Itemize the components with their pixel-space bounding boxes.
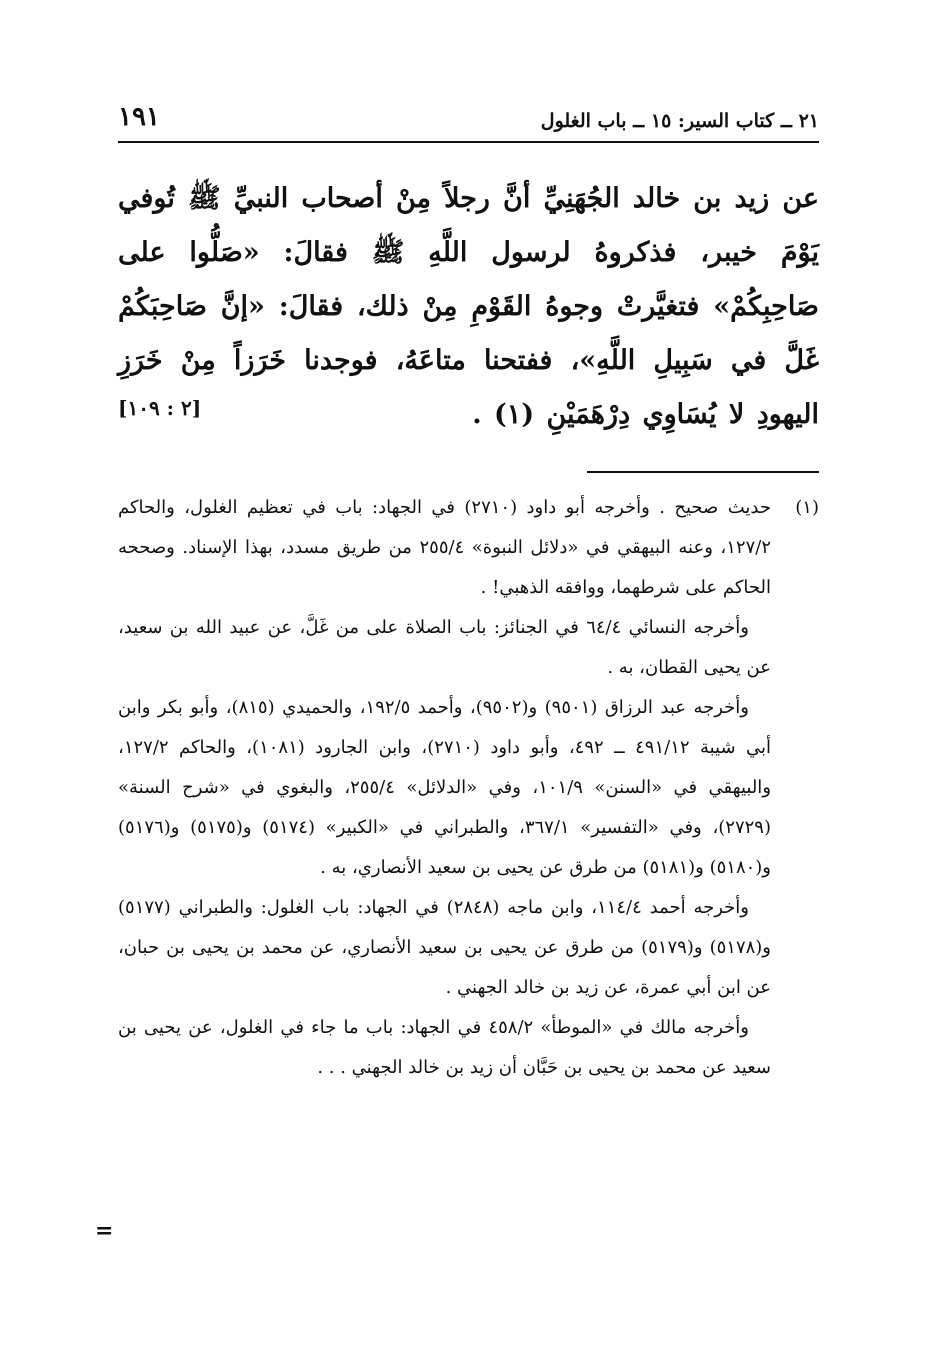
footnote-paragraph: حديث صحيح . وأخرجه أبو داود (٢٧١٠) في الجهاد: باب في تعظيم الغلول، والحاكم ١٢٧/٢، وعنه البيهقي في «دلائل النبوة» ٢٥٥/٤ من طريق مسدد، بهذا الإسناد. وصححه الحاكم على شرطهما، ووافقه الذهبي! .	[118, 497, 771, 598]
running-head: ٢١ ــ كتاب السير: ١٥ ــ باب الغلول	[540, 110, 819, 132]
footnote-paragraph: وأخرجه مالك في «الموطأ» ٤٥٨/٢ في الجهاد: باب ما جاء في الغلول، عن يحيى بن سعيد عن محمد بن يحيى بن حَبَّان أن زيد بن خالد الجهني . . .	[118, 1017, 771, 1078]
footnote-paragraph: وأخرجه عبد الرزاق (٩٥٠١) و(٩٥٠٢)، وأحمد ١٩٢/٥، والحميدي (٨١٥)، وأبو بكر وابن أبي شيبة ٤٩١/١٢ ــ ٤٩٢، وأبو داود (٢٧١٠)، وابن الجارود (١٠٨١)، والحاكم ١٢٧/٢، والبيهقي في «السنن» ١٠١/٩، وفي «الدلائل» ٢٥٥/٤، والبغوي في «شرح السنة» (٢٧٢٩)، وفي «التفسير» ٣٦٧/١، والطبراني في «الكبير» (٥١٧٤) و(٥١٧٥) و(٥١٧٦) و(٥١٨٠) و(٥١٨١) من طرق عن يحيى بن سعيد الأنصاري، به .	[118, 697, 772, 878]
footnotes	[118, 488, 819, 1088]
page-number: ١٩١	[118, 102, 160, 132]
footnote-divider	[587, 471, 819, 473]
continuation-mark: =	[95, 1218, 114, 1244]
footnote-paragraph: وأخرجه النسائي ٦٤/٤ في الجنائز: باب الصلاة على من غَلَّ، عن عبيد الله بن سعيد، عن يحيى القطان، به .	[118, 617, 771, 678]
footnote-marker: (١)	[795, 497, 819, 518]
footnote-paragraph: وأخرجه أحمد ١١٤/٤، وابن ماجه (٢٨٤٨) في الجهاد: باب الغلول: والطبراني (٥١٧٧) و(٥١٧٨) و(٥١٧٩) من طرق عن يحيى بن سعيد الأنصاري، عن محمد بن يحيى بن حبان، عن ابن أبي عمرة، عن زيد بن خالد الجهني .	[118, 897, 771, 998]
footnote-1	[118, 488, 819, 608]
hadith-text: عن زيد بن خالد الجُهَنِيِّ أنَّ رجلاً مِنْ أصحاب النبيِّ ﷺ تُوفي يَوْمَ خيبر، فذكروهُ لرسول اللَّهِ ﷺ فقالَ: «صَلُّوا على صَاحِبِكُمْ» فتغيَّرتْ وجوهُ القَوْمِ مِنْ ذلك، فقالَ: «إنَّ صَاحِبَكُمْ غَلَّ في سَبِيلِ اللَّهِ»، ففتحنا متاعَهُ، فوجدنا خَرَزاً مِنْ خَرَزِ اليهودِ لا يُسَاوِي دِرْهَمَيْنِ (١) .	[118, 183, 819, 430]
header-divider	[118, 141, 819, 143]
page-header	[118, 92, 819, 132]
hadith-reference: [٢ : ١٠٩]	[118, 396, 202, 420]
